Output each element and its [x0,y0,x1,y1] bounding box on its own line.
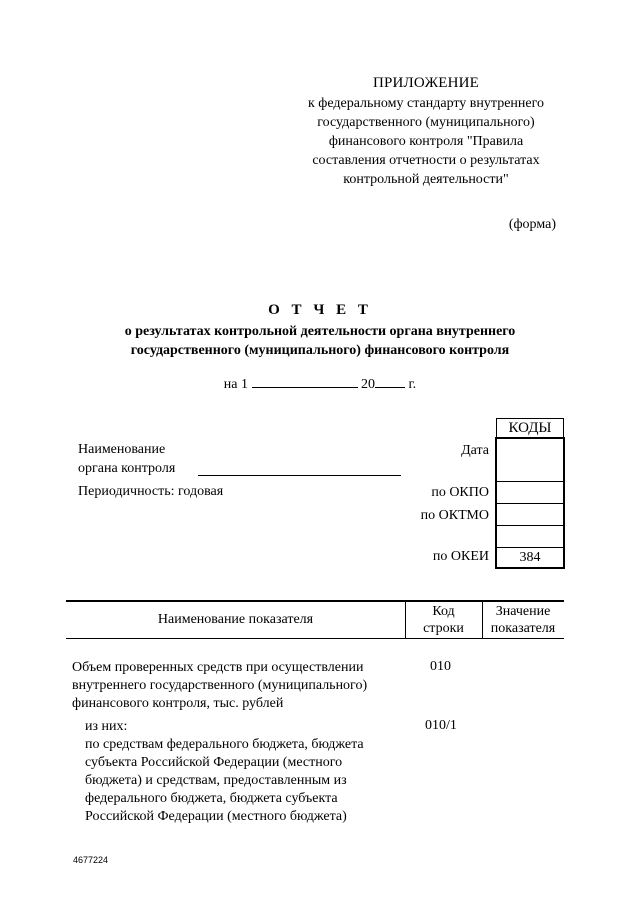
okpo-label: по ОКПО [431,485,489,500]
table-header-rule [66,638,564,639]
table-row: из них: по средствам федерального бюджета, бюджета субъекта Российской Федерации (местного бюджета) и средствам, предоставленным из федерального бюджета, бюджета субъекта Российской Федерации (местного бюджета) [85,719,364,824]
codes-header: КОДЫ [496,418,564,438]
col-header-code: Код строки [423,604,464,636]
periodicity-label: Периодичность: годовая [78,484,224,499]
appendix-line: государственного (муниципального) [317,115,535,130]
okei-label: по ОКЕИ [432,549,489,564]
code-cell-okei: 384 [519,550,541,565]
col-header-name: Наименование показателя [157,612,314,627]
report-date-line [0,374,640,393]
report-subtitle-line: государственного (муниципального) финансового контроля [130,343,510,358]
date-year-prefix: 20 [361,377,376,392]
org-name-field[interactable] [198,475,401,476]
code-cell-oktmo-1[interactable] [497,504,563,526]
row-code: 010 [430,659,451,674]
oktmo-label: по ОКТМО [420,508,489,523]
code-cell-oktmo-2[interactable] [497,526,563,548]
appendix-block [296,74,556,189]
codes-box [495,437,565,569]
appendix-line: составления отчетности о результатах [312,153,540,168]
appendix-title: ПРИЛОЖЕНИЕ [372,75,480,91]
date-prefix: на 1 [223,377,249,392]
form-label: (форма) [508,217,556,232]
col-header-value: Значение показателя [490,604,556,636]
code-cell-okpo[interactable] [497,482,563,504]
date-label: Дата [461,443,489,458]
appendix-line: контрольной деятельности" [343,172,509,187]
table-row: Объем проверенных средств при осуществлении внутреннего государственного (муниципального) финансового контроля, тыс. рублей [72,660,368,711]
appendix-line: финансового контроля "Правила [328,134,524,149]
table-top-rule [66,600,564,602]
code-cell-date[interactable] [497,439,563,482]
document-number: 4677224 [73,855,109,865]
report-title: О Т Ч Е Т [268,302,372,318]
date-year-field[interactable] [375,374,405,388]
date-suffix: г. [408,377,417,392]
report-subtitle [60,322,580,360]
row-code: 010/1 [425,718,457,733]
org-name-label: Наименование органа контроля [78,442,176,476]
date-day-month-field[interactable] [252,374,358,388]
report-subtitle-line: о результатах контрольной деятельности органа внутреннего [124,324,516,339]
appendix-line: к федеральному стандарту внутреннего [307,96,545,111]
